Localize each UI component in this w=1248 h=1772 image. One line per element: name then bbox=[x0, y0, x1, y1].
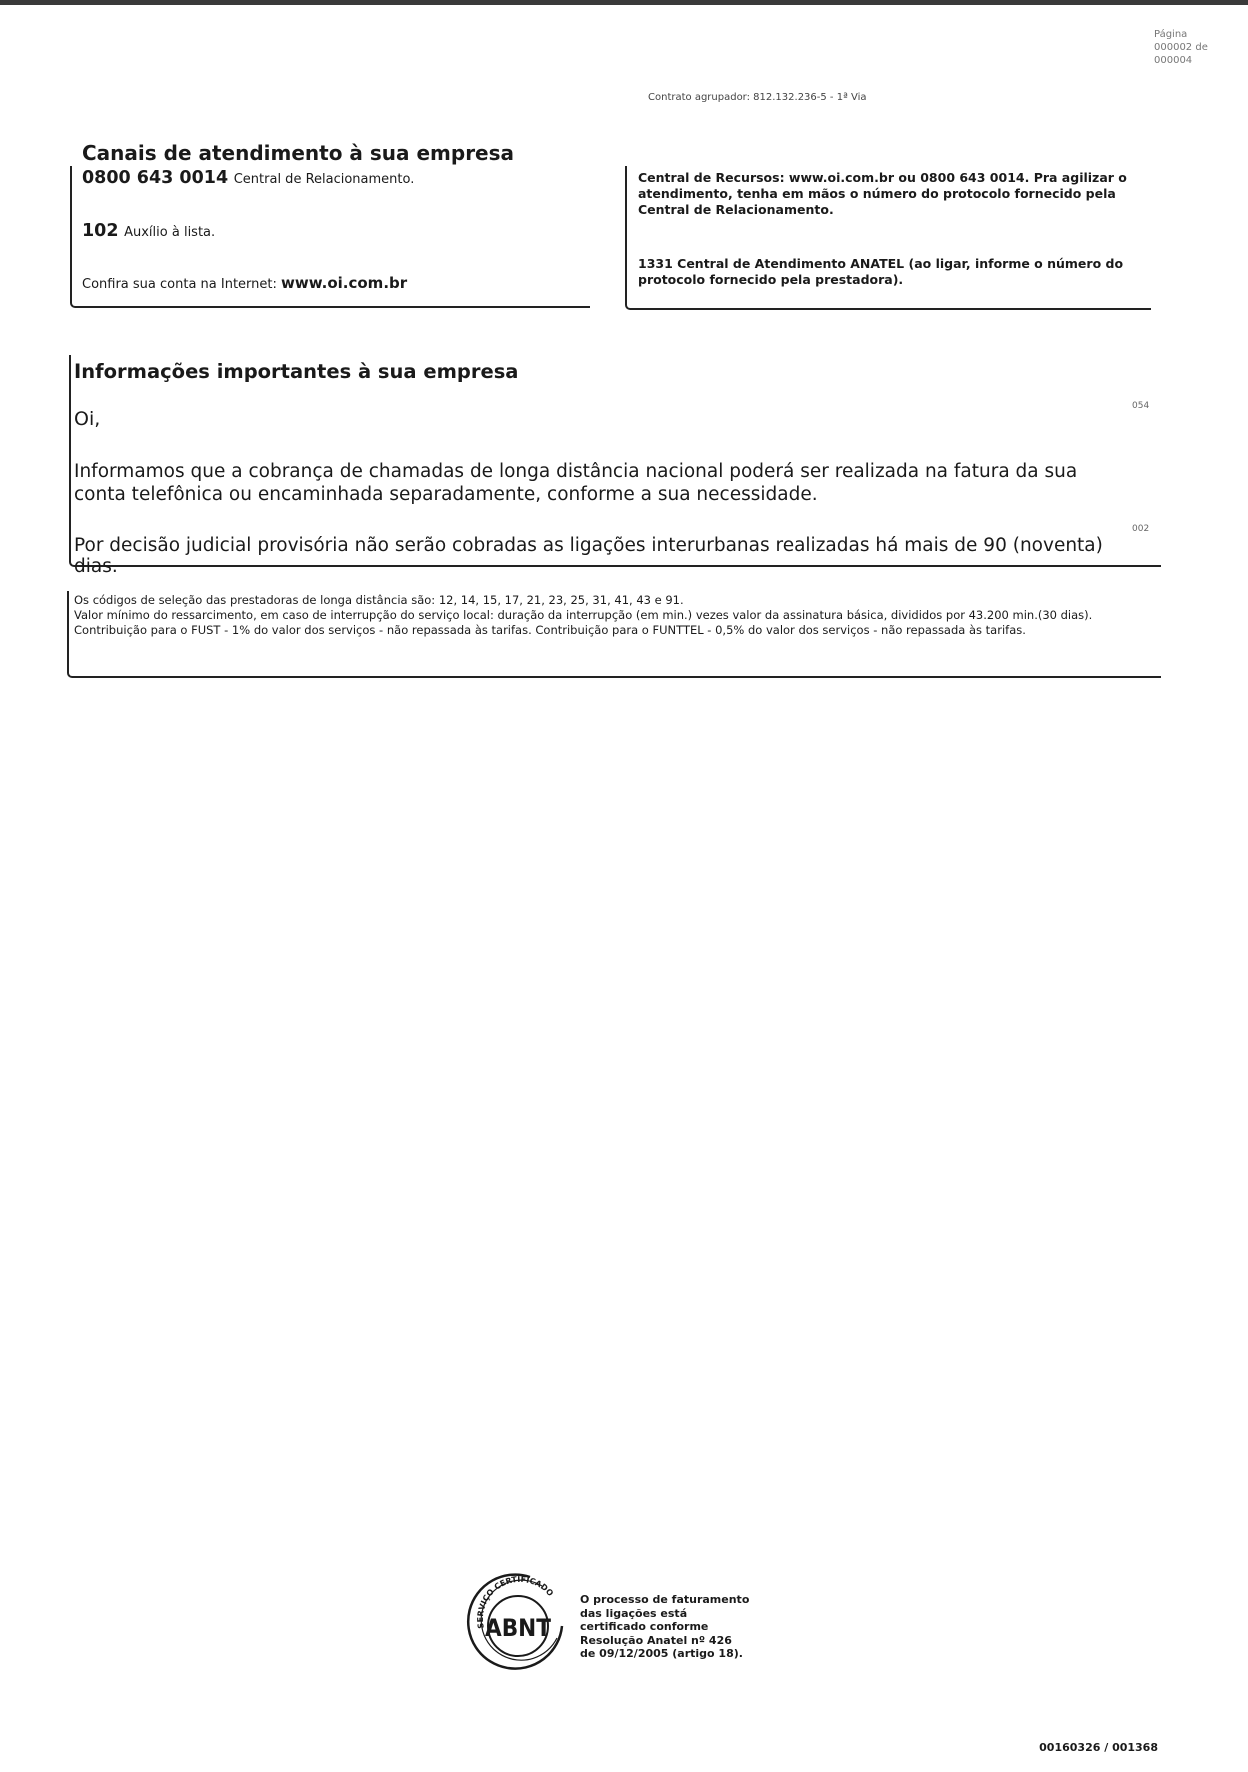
legal-line-contributions: Contribuição para o FUST - 1% do valor dos serviços - não repassada às tarifas. Contribuição para o FUNTTEL - 0,5% do valor dos serviços - não repassada às tarifas. bbox=[74, 623, 1026, 637]
central-recursos-text: Central de Recursos: www.oi.com.br ou 0800 643 0014. Pra agilizar o atendimento, tenha em mãos o número do protocolo fornecido pela Central de Relacionamento. bbox=[638, 170, 1127, 217]
page-label: Página bbox=[1154, 29, 1188, 40]
info-title: Informações importantes à sua empresa bbox=[74, 360, 519, 383]
seal-abnt-text: ABNT bbox=[485, 1614, 551, 1642]
info-code-2: 002 bbox=[1132, 524, 1150, 534]
directory-phone-label: Auxílio à lista. bbox=[124, 225, 216, 240]
anatel-text: 1331 Central de Atendimento ANATEL (ao ligar, informe o número do protocolo fornecido pela prestadora). bbox=[638, 256, 1124, 287]
page-indicator bbox=[1154, 28, 1234, 67]
directory-phone bbox=[82, 221, 215, 241]
seal-ring-text: SERVIÇO CERTIFICADO bbox=[475, 1574, 556, 1630]
info-paragraph-billing: Informamos que a cobrança de chamadas de longa distância nacional poderá ser realizada na fatura da sua conta telefônica ou encaminhada separadamente, conforme a sua necessidade. bbox=[74, 461, 1078, 505]
directory-phone-number: 102 bbox=[82, 221, 119, 241]
internet-link[interactable]: www.oi.com.br bbox=[281, 274, 408, 292]
info-code-1: 054 bbox=[1132, 401, 1150, 411]
relationship-phone-number: 0800 643 0014 bbox=[82, 168, 229, 188]
info-greeting: Oi, bbox=[74, 408, 101, 430]
channels-title: Canais de atendimento à sua empresa bbox=[82, 141, 515, 165]
page-number: 000002 de 000004 bbox=[1154, 42, 1208, 66]
certification-text: O processo de faturamento das ligações está certificado conforme Resolução Anatel nº 426 de 09/12/2005 (artigo 18). bbox=[580, 1593, 750, 1660]
legal-notes bbox=[74, 593, 1164, 638]
relationship-phone bbox=[82, 168, 414, 188]
abnt-seal-icon bbox=[462, 1568, 572, 1678]
legal-line-refund: Valor mínimo do ressarcimento, em caso de interrupção do serviço local: duração da interrupção (em min.) vezes valor da assinatura básica, divididos por 43.200 min.(30 dias). bbox=[74, 608, 1093, 622]
info-paragraph-judicial: Por decisão judicial provisória não serão cobradas as ligações interurbanas realizadas há mais de 90 (noventa) dias. bbox=[74, 535, 1103, 577]
internet-label: Confira sua conta na Internet: bbox=[82, 277, 277, 292]
contract-number: Contrato agrupador: 812.132.236-5 - 1ª Via bbox=[648, 92, 867, 103]
relationship-phone-label: Central de Relacionamento. bbox=[233, 172, 415, 187]
internet-line bbox=[82, 274, 407, 292]
legal-line-codes: Os códigos de seleção das prestadoras de longa distância são: 12, 14, 15, 17, 21, 23, 25, 31, 41, 43 e 91. bbox=[74, 593, 684, 607]
footer-code: 00160326 / 001368 bbox=[1039, 1741, 1158, 1754]
top-edge-bar bbox=[0, 0, 1248, 5]
